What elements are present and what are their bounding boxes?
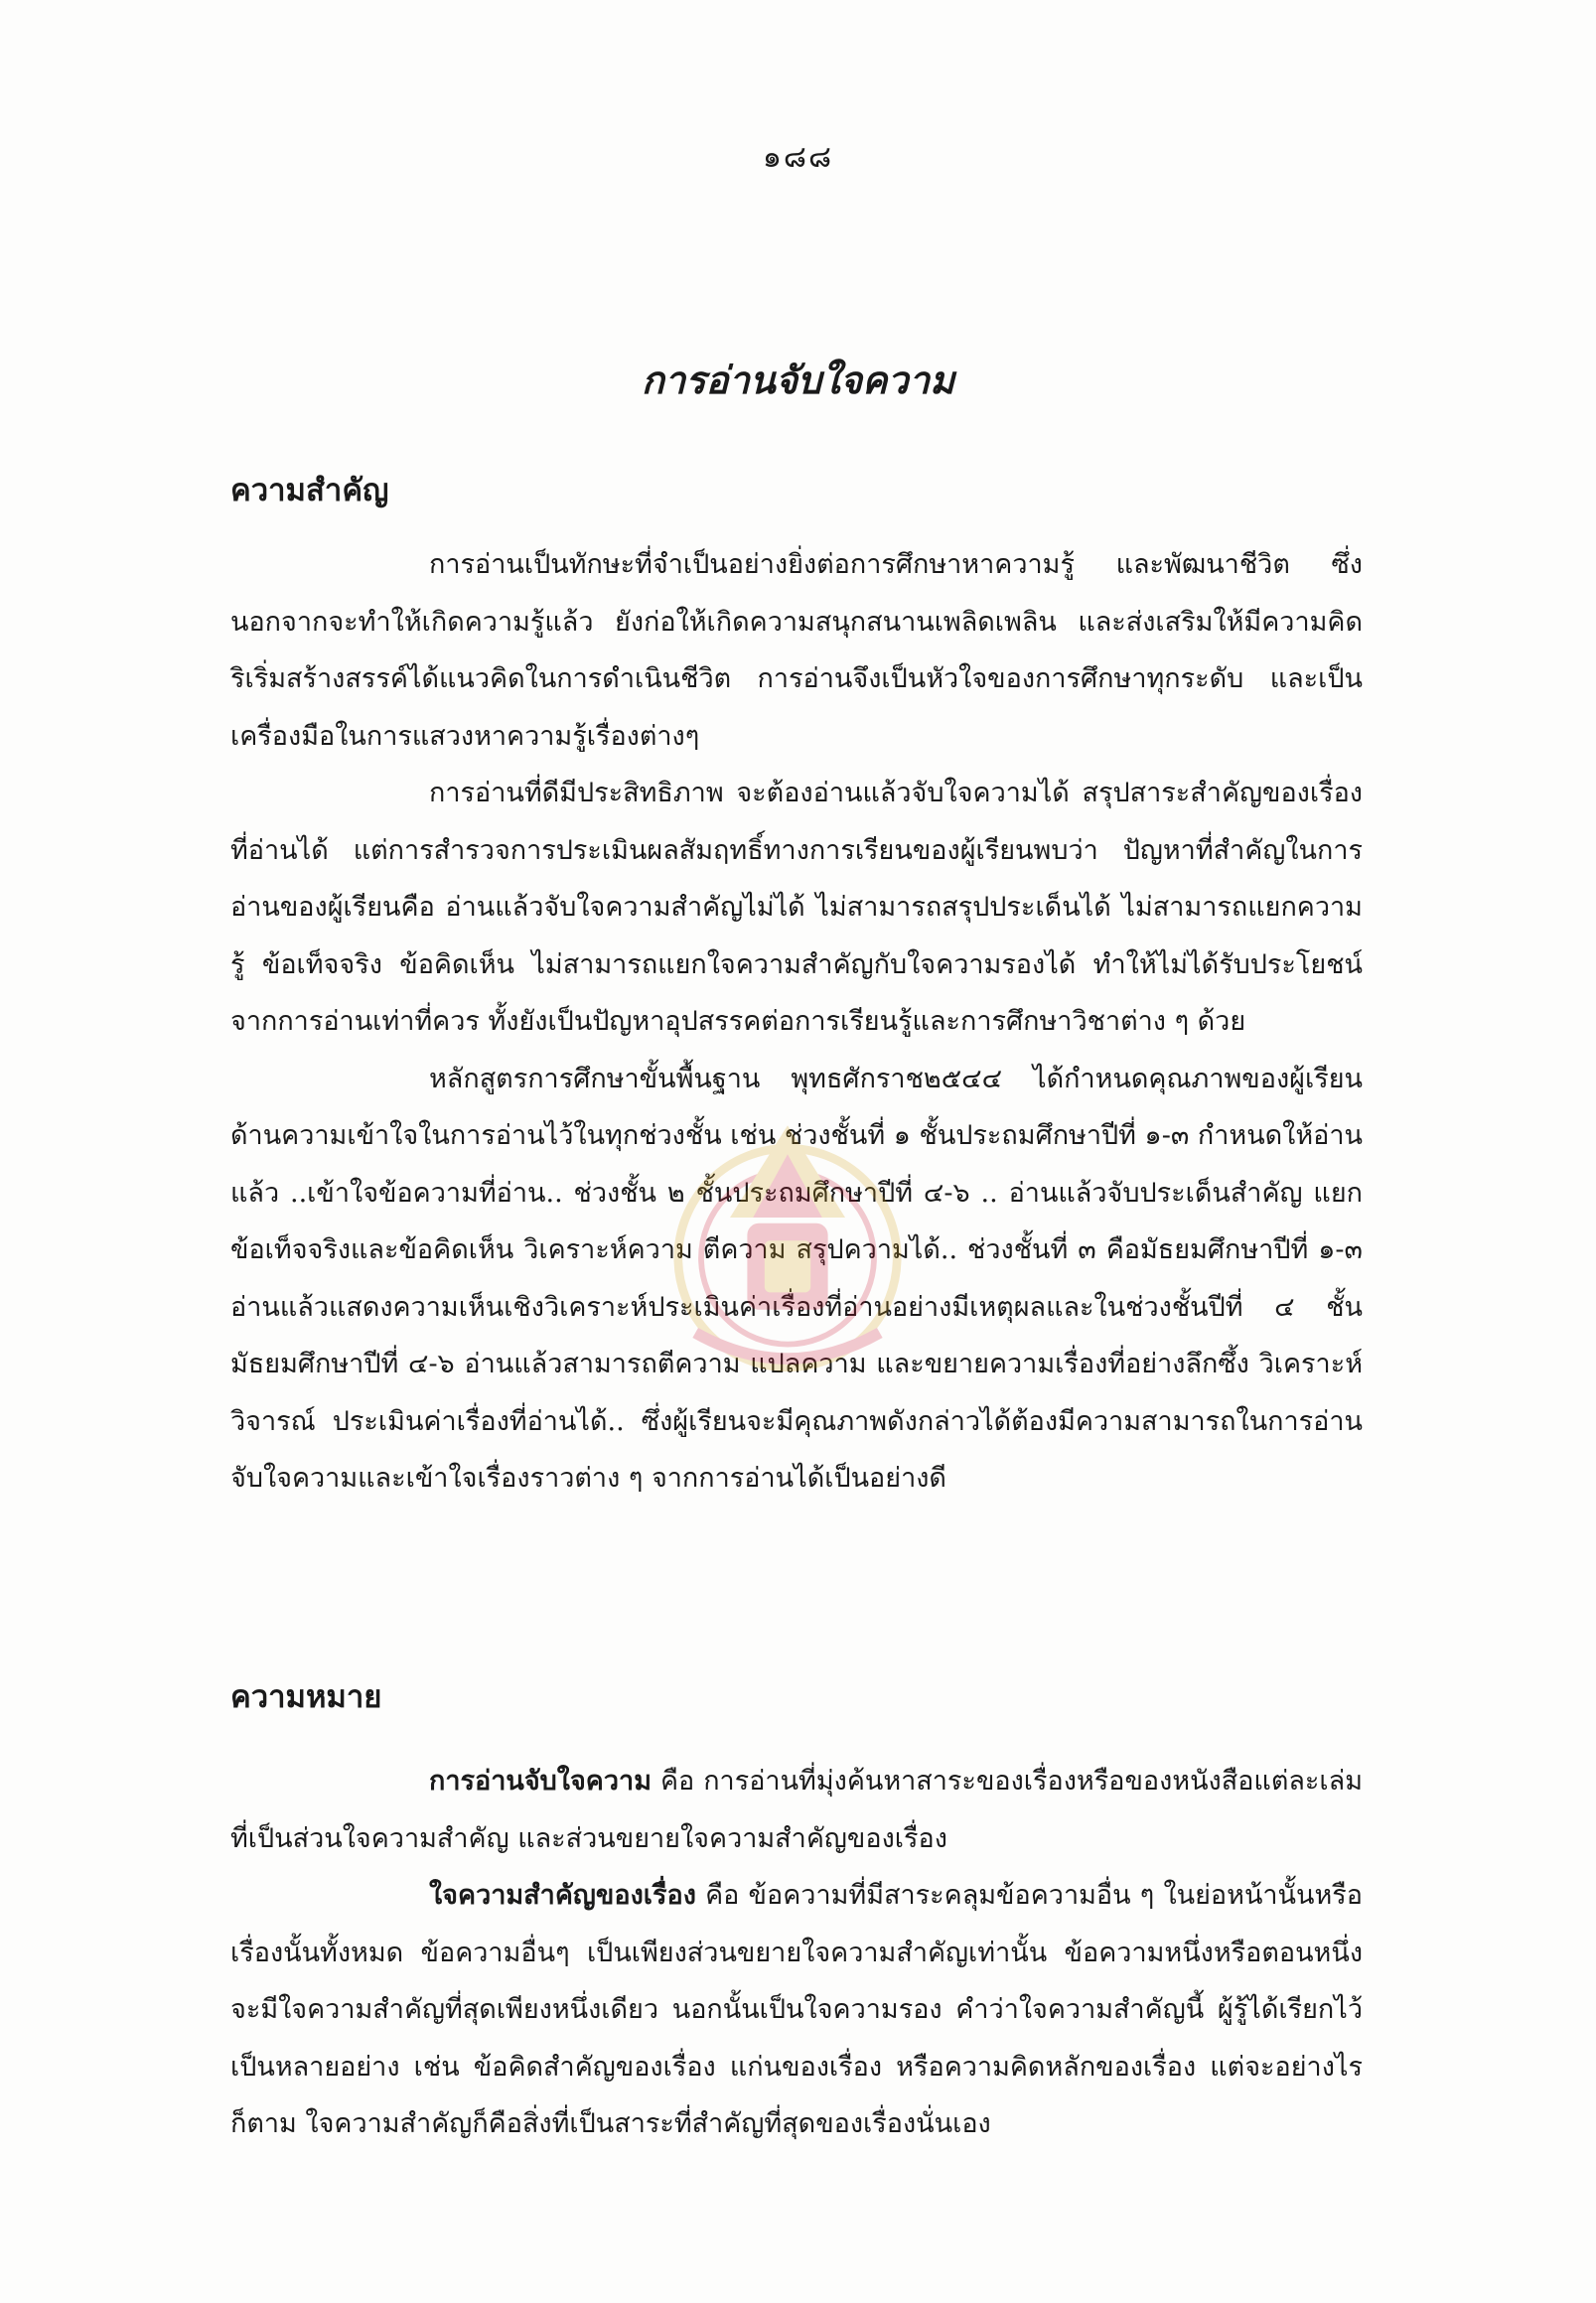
definition-text: คือ ข้อความที่มีสาระคลุมข้อความอื่น ๆ ในย่อหน้านั้นหรือเรื่องนั้นทั้งหมด ข้อความอื่นๆ เป็นเพียงส่วนขยายใจความสำคัญเท่านั้น ข้อความหนึ่งหรือตอนหนึ่งจะมีใจความสำคัญที่สุดเพียงหนึ่งเดียว นอกนั้นเป็นใจความรอง คำว่าใจความสำคัญนี้ ผู้รู้ได้เรียกไว้เป็นหลายอย่าง เช่น ข้อคิดสำคัญของเรื่อง แก่นของเรื่อง หรือความคิดหลักของเรื่อง แต่จะอย่างไรก็ตาม ใจความสำคัญก็คือสิ่งที่เป็นสาระที่สำคัญที่สุดของเรื่องนั่นเอง xyxy=(230,1880,1363,2139)
paragraph: การอ่านเป็นทักษะที่จำเป็นอย่างยิ่งต่อการศึกษาหาความรู้ และพัฒนาชีวิต ซึ่งนอกจากจะทำให้เกิดความรู้แล้ว ยังก่อให้เกิดความสนุกสนานเพลิดเพลิน และส่งเสริมให้มีความคิดริเริ่มสร้างสรรค์ได้แนวคิดในการดำเนินชีวิต การอ่านจึงเป็นหัวใจของการศึกษาทุกระดับ และเป็นเครื่องมือในการแสวงหาความรู้เรื่องต่างๆ xyxy=(230,549,1363,752)
paragraph: การอ่านที่ดีมีประสิทธิภาพ จะต้องอ่านแล้วจับใจความได้ สรุปสาระสำคัญของเรื่องที่อ่านได้ แต่การสำรวจการประเมินผลสัมฤทธิ์ทางการเรียนของผู้เรียนพบว่า ปัญหาที่สำคัญในการอ่านของผู้เรียนคือ อ่านแล้วจับใจความสำคัญไม่ได้ ไม่สามารถสรุปประเด็นได้ ไม่สามารถแยกความรู้ ข้อเท็จจริง ข้อคิดเห็น ไม่สามารถแยกใจความสำคัญกับใจความรองได้ ทำให้ไม่ได้รับประโยชน์จากการอ่านเท่าที่ควร ทั้งยังเป็นปัญหาอุปสรรคต่อการเรียนรู้และการศึกษาวิชาต่าง ๆ ด้วย xyxy=(230,778,1363,1037)
section-body xyxy=(230,536,1363,1508)
definition-paragraph xyxy=(230,1753,1363,1867)
section-heading: ความหมาย xyxy=(230,1679,382,1715)
section-body xyxy=(230,1753,1363,2153)
section-meaning xyxy=(230,1671,1363,2153)
section-heading: ความสำคัญ xyxy=(230,473,389,508)
defined-term: การอ่านจับใจความ xyxy=(429,1766,652,1797)
page-title: การอ่านจับใจความ xyxy=(641,358,955,402)
section-importance xyxy=(230,465,1363,1508)
definition-paragraph xyxy=(230,1867,1363,2153)
defined-term: ใจความสำคัญของเรื่อง xyxy=(429,1880,696,1911)
paragraph: หลักสูตรการศึกษาขั้นพื้นฐาน พุทธศักราช๒๕๔๔ ได้กำหนดคุณภาพของผู้เรียนด้านความเข้าใจในการอ่านไว้ในทุกช่วงชั้น เช่น ช่วงชั้นที่ ๑ ชั้นประถมศึกษาปีที่ ๑-๓ กำหนดให้อ่านแล้ว ..เข้าใจข้อความที่อ่าน.. ช่วงชั้น ๒ ชั้นประถมศึกษาปีที่ ๔-๖ .. อ่านแล้วจับประเด็นสำคัญ แยกข้อเท็จจริงและข้อคิดเห็น วิเคราะห์ความ ตีความ สรุปความได้.. ช่วงชั้นที่ ๓ คือมัธยมศึกษาปีที่ ๑-๓ อ่านแล้วแสดงความเห็นเชิงวิเคราะห์ประเมินค่าเรื่องที่อ่านอย่างมีเหตุผลและในช่วงชั้นปีที่ ๔ ชั้นมัธยมศึกษาปีที่ ๔-๖ อ่านแล้วสามารถตีความ แปลความ และขยายความเรื่องที่อย่างลึกซึ้ง วิเคราะห์ วิจารณ์ ประเมินค่าเรื่องที่อ่านได้.. ซึ่งผู้เรียนจะมีคุณภาพดังกล่าวได้ต้องมีความสามารถในการอ่านจับใจความและเข้าใจเรื่องราวต่าง ๆ จากการอ่านได้เป็นอย่างดี xyxy=(230,1063,1363,1494)
page-number: ๑๘๘ xyxy=(762,140,834,175)
definition-text: คือ การอ่านที่มุ่งค้นหาสาระของเรื่องหรือของหนังสือแต่ละเล่มที่เป็นส่วนใจความสำคัญ และส่วนขยายใจความสำคัญของเรื่อง xyxy=(230,1766,1363,1854)
